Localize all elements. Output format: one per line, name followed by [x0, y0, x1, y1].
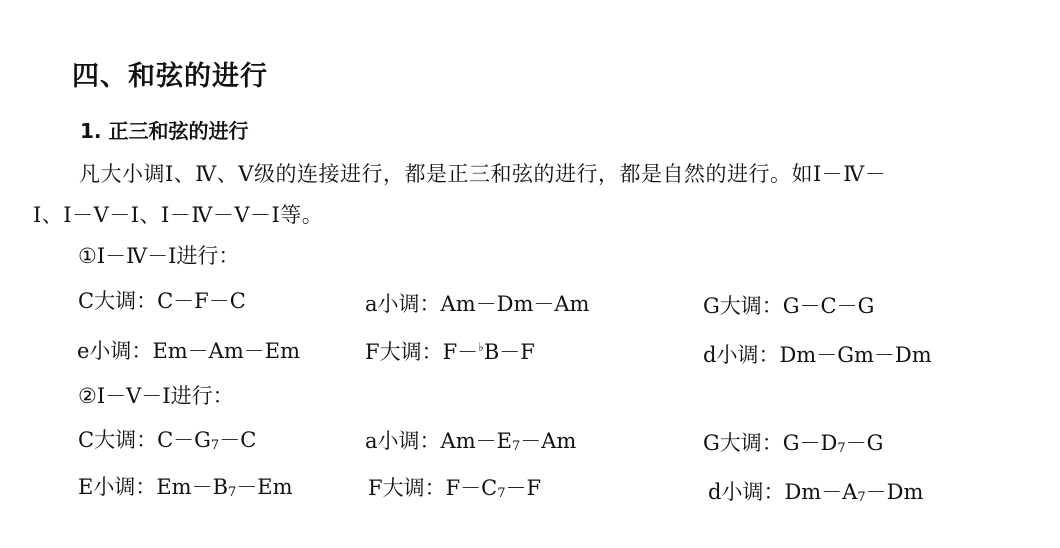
key-label: e小调： — [77, 339, 153, 363]
key-label: C大调： — [78, 289, 158, 313]
chord-progression — [703, 427, 883, 457]
key-label: d小调： — [708, 480, 785, 504]
key-label: C大调： — [78, 428, 158, 452]
key-label: G大调： — [703, 431, 783, 455]
key-label: G大调： — [703, 294, 783, 318]
seventh-subscript: 7 — [511, 439, 521, 454]
progression-text: C－G — [157, 428, 211, 452]
chord-progression — [368, 472, 541, 502]
paragraph-line-1: 凡大小调Ⅰ、Ⅳ、Ⅴ级的连接进行，都是正三和弦的进行，都是自然的进行。如Ⅰ－Ⅳ－ — [79, 162, 887, 186]
group-heading-2: ②Ⅰ－Ⅴ－Ⅰ进行： — [78, 384, 234, 408]
flat-sign: ♭ — [478, 340, 484, 354]
chord-progression — [365, 336, 535, 366]
key-label: F大调： — [368, 476, 446, 500]
subsection-title: 1. 正三和弦的进行 — [80, 119, 249, 143]
progression-text: G－C－G — [782, 294, 875, 318]
chord-progression — [365, 288, 589, 318]
chord-progression — [78, 285, 246, 315]
progression-text: F－ — [442, 340, 479, 364]
seventh-subscript: 7 — [497, 486, 506, 501]
progression-text-after: －F — [505, 476, 542, 500]
progression-text: Dm－A — [784, 480, 858, 504]
progression-text: C－F－C — [157, 289, 246, 313]
chord-progression — [77, 335, 300, 365]
progression-text-after: －C — [219, 428, 257, 452]
progression-text: Em－B — [156, 475, 229, 499]
key-label: F大调： — [365, 340, 443, 364]
section-title: 四、和弦的进行 — [72, 61, 268, 92]
key-label: d小调： — [703, 343, 780, 367]
progression-text-after: －Em — [236, 475, 293, 499]
seventh-subscript: 7 — [210, 438, 220, 453]
progression-text-after: －G — [845, 431, 884, 455]
seventh-subscript: 7 — [857, 490, 866, 505]
progression-text-after: －Am — [520, 429, 577, 453]
seventh-subscript: 7 — [837, 441, 846, 456]
chord-progression — [703, 290, 874, 320]
key-label: a小调： — [365, 292, 441, 316]
progression-text: G－D — [782, 431, 838, 455]
chord-progression — [708, 476, 923, 506]
chord-progression — [78, 424, 256, 454]
chord-progression — [365, 425, 576, 455]
group-heading-1: ①Ⅰ－Ⅳ－Ⅰ进行： — [78, 244, 240, 268]
progression-text: Dm－Gm－Dm — [779, 343, 932, 367]
chord-progression — [703, 339, 932, 369]
progression-text-after: B－F — [483, 340, 535, 364]
seventh-subscript: 7 — [228, 485, 237, 500]
progression-text: F－C — [445, 476, 498, 500]
progression-text: Am－E — [440, 429, 512, 453]
key-label: E小调： — [78, 475, 157, 499]
paragraph-line-2: Ⅰ、Ⅰ－Ⅴ－Ⅰ、Ⅰ－Ⅳ－Ⅴ－Ⅰ等。 — [33, 203, 324, 227]
progression-text: Em－Am－Em — [152, 339, 301, 363]
progression-text: Am－Dm－Am — [440, 292, 590, 316]
progression-text-after: －Dm — [865, 480, 924, 504]
chord-progression — [78, 471, 293, 501]
key-label: a小调： — [365, 429, 441, 453]
